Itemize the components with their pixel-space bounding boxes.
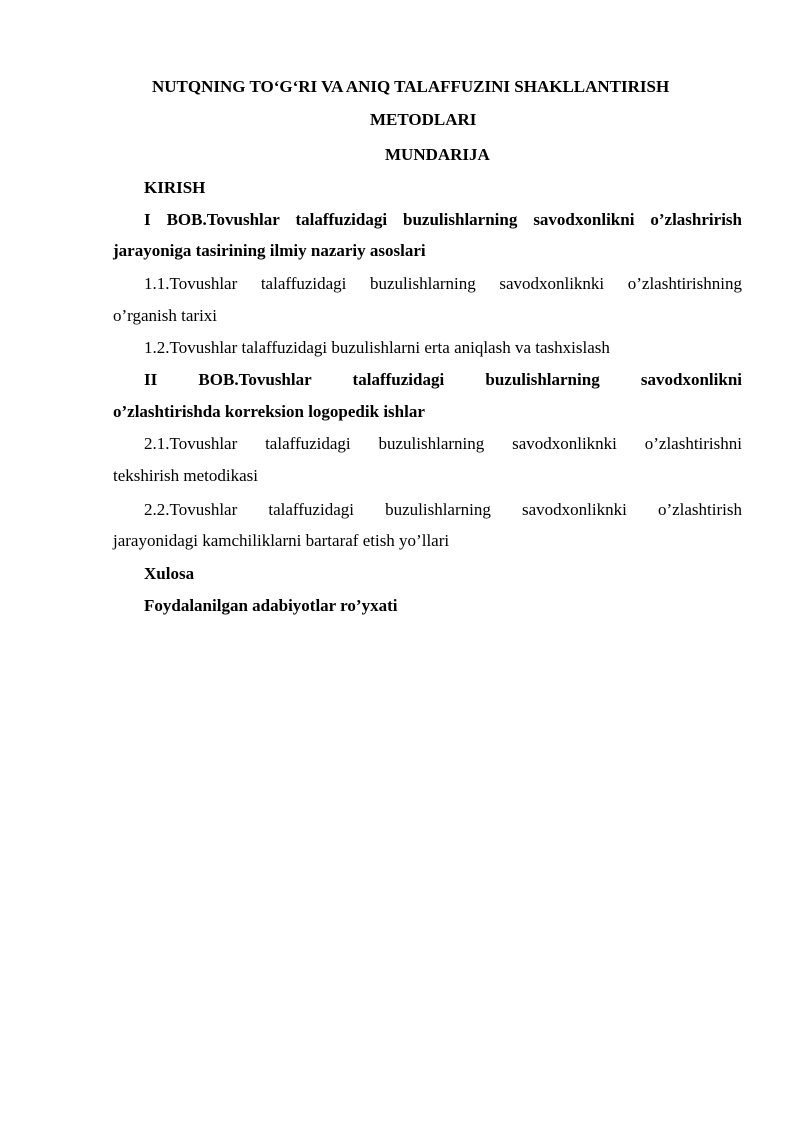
toc-item-ch1-line1: I BOB.Tovushlar talaffuzidagi buzulishlarning savodxonlikni o’zlashrirish bbox=[144, 210, 742, 229]
toc-heading: MUNDARIJA bbox=[385, 145, 490, 164]
toc-item-s1-2: 1.2.Tovushlar talaffuzidagi buzulishlarni erta aniqlash va tashxislash bbox=[144, 338, 610, 357]
title-line-2: METODLARI bbox=[370, 110, 477, 129]
toc-item-xulosa: Xulosa bbox=[144, 564, 195, 583]
toc-item-s2-1-line1: 2.1.Tovushlar talaffuzidagi buzulishlarning savodxonliknki o’zlashtirishni bbox=[144, 434, 742, 453]
toc-item-s1-1-line1: 1.1.Tovushlar talaffuzidagi buzulishlarning savodxonliknki o’zlashtirishning bbox=[144, 274, 742, 293]
toc-item-kirish: KIRISH bbox=[144, 178, 206, 197]
toc-item-s2-2-line1: 2.2.Tovushlar talaffuzidagi buzulishlarning savodxonliknki o’zlashtirish bbox=[144, 500, 742, 519]
toc-item-s1-1-line2: o’rganish tarixi bbox=[113, 306, 218, 325]
toc-item-s2-1-line2: tekshirish metodikasi bbox=[113, 466, 258, 485]
toc-item-ch2-line1: II BOB.Tovushlar talaffuzidagi buzulishlarning savodxonlikni bbox=[144, 370, 742, 389]
toc-item-ch2-line2: o’zlashtirishda korreksion logopedik ishlar bbox=[113, 402, 425, 421]
toc-item-s2-2-line2: jarayonidagi kamchiliklarni bartaraf etish yo’llari bbox=[113, 531, 450, 550]
toc-item-ch1-line2: jarayoniga tasirining ilmiy nazariy asoslari bbox=[113, 241, 426, 260]
toc-item-adabiyotlar: Foydalanilgan adabiyotlar ro’yxati bbox=[144, 596, 398, 615]
title-line-1: NUTQNING TO‘G‘RI VA ANIQ TALAFFUZINI SHAKLLANTIRISH bbox=[152, 77, 670, 96]
